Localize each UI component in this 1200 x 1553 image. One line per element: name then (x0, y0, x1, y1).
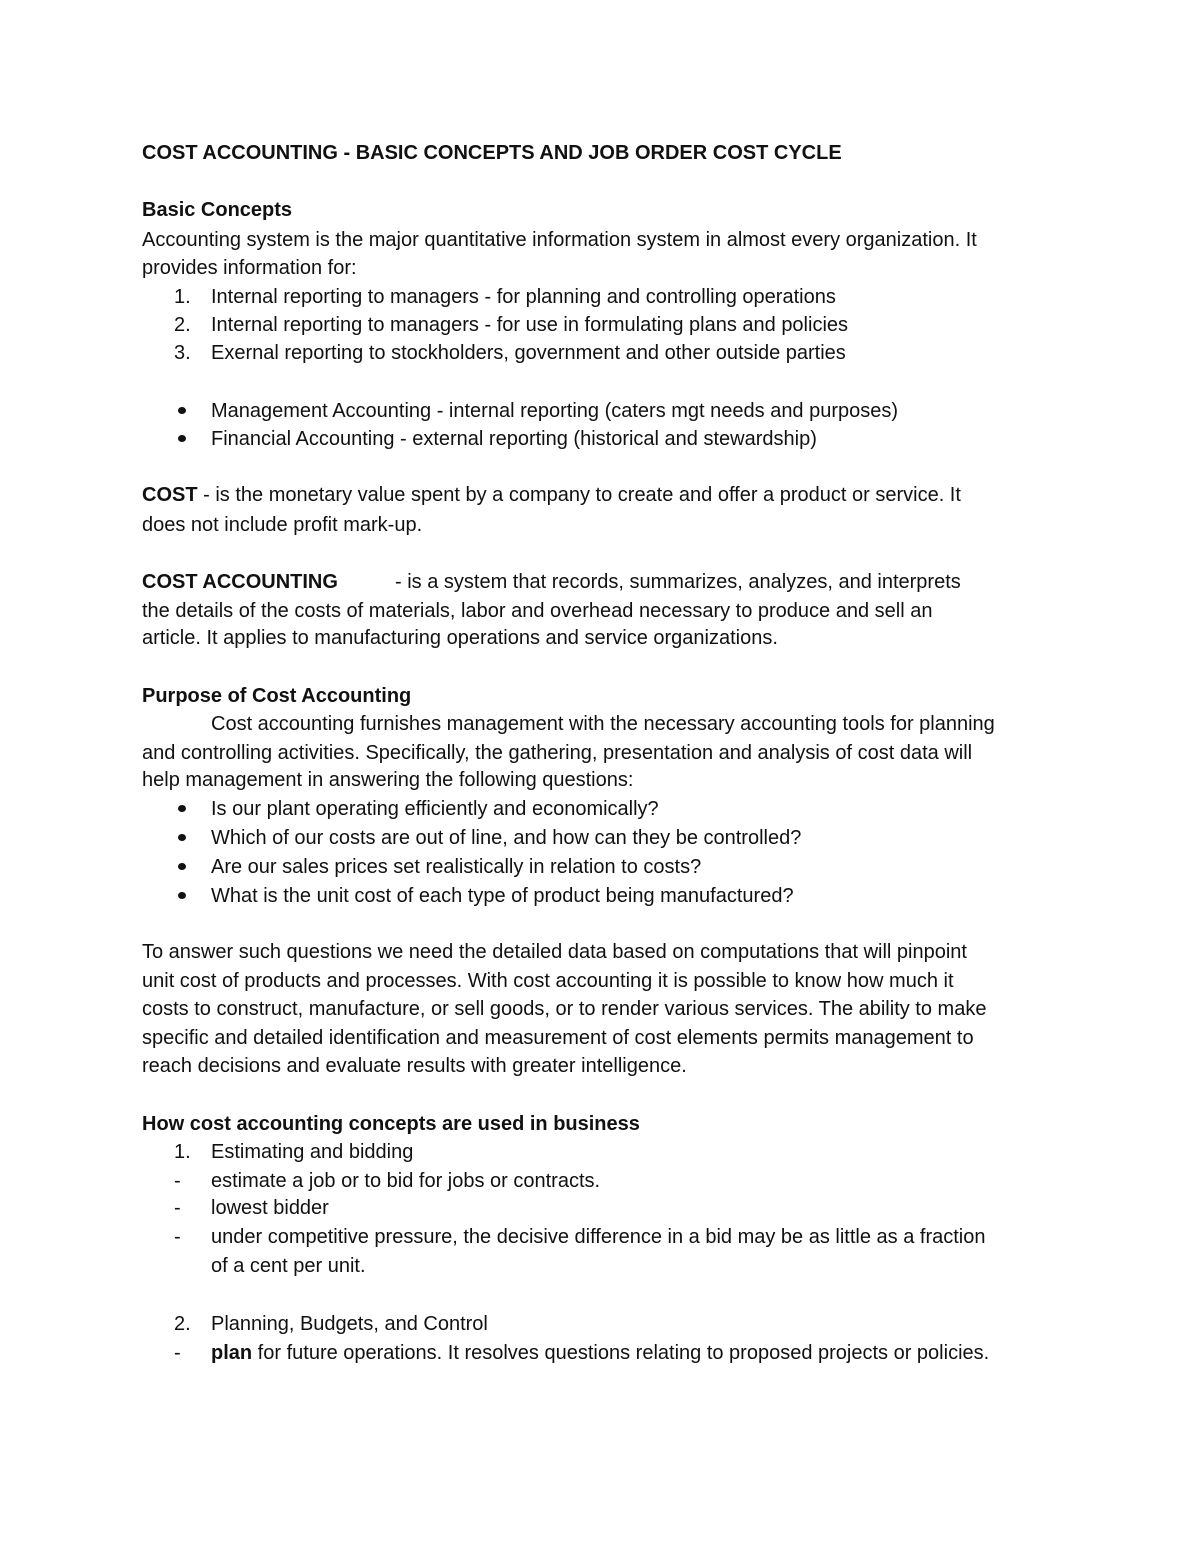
cost-accounting-definition-line-3: article. It applies to manufacturing operations and service organizations. (142, 627, 778, 649)
purpose-line-1: Cost accounting furnishes management with the necessary accounting tools for planning (211, 713, 995, 735)
usage-heading: How cost accounting concepts are used in business (142, 1113, 640, 1135)
answer-line-3: costs to construct, manufacture, or sell goods, or to render various services. The ability to make (142, 998, 987, 1020)
dash-marker: - (174, 1226, 181, 1248)
purpose-line-2: and controlling activities. Specifically, the gathering, presentation and analysis of cost data will (142, 742, 973, 764)
question-item: Are our sales prices set realistically in relation to costs? (211, 856, 702, 878)
answer-line-2: unit cost of products and processes. With cost accounting it is possible to know how much it (142, 970, 954, 992)
dash-item: lowest bidder (211, 1197, 329, 1219)
bullet-icon (178, 407, 186, 414)
answer-line-5: reach decisions and evaluate results with greater intelligence. (142, 1055, 687, 1077)
bullet-item: Financial Accounting - external reporting (historical and stewardship) (211, 428, 817, 450)
question-item: Which of our costs are out of line, and how can they be controlled? (211, 827, 802, 849)
intro-line-2: provides information for: (142, 257, 357, 279)
list-item: Internal reporting to managers - for planning and controlling operations (211, 286, 836, 308)
answer-line-1: To answer such questions we need the detailed data based on computations that will pinpoint (142, 941, 967, 963)
bullet-item: Management Accounting - internal reporting (caters mgt needs and purposes) (211, 400, 899, 422)
bullet-icon (178, 435, 186, 442)
list-marker: 1. (174, 1141, 191, 1163)
dash-item: under competitive pressure, the decisive difference in a bid may be as little as a fraction (211, 1226, 986, 1248)
list-marker: 3. (174, 342, 191, 364)
list-item: Exernal reporting to stockholders, government and other outside parties (211, 342, 846, 364)
dash-item-continuation: of a cent per unit. (211, 1255, 366, 1277)
usage-item-estimating: Estimating and bidding (211, 1141, 414, 1163)
plan-text: for future operations. It resolves questions relating to proposed projects or policies. (252, 1342, 990, 1364)
bullet-icon (178, 805, 186, 812)
question-item: Is our plant operating efficiently and economically? (211, 798, 659, 820)
list-item: Internal reporting to managers - for use in formulating plans and policies (211, 314, 849, 336)
question-item: What is the unit cost of each type of product being manufactured? (211, 885, 794, 907)
basic-concepts-heading: Basic Concepts (142, 199, 293, 221)
usage-item-planning: Planning, Budgets, and Control (211, 1313, 488, 1335)
bullet-icon (178, 834, 186, 841)
cost-accounting-term: COST ACCOUNTING (142, 571, 338, 593)
cost-definition-text: - is the monetary value spent by a company to create and offer a product or service. It (197, 484, 961, 506)
bullet-icon (178, 892, 186, 899)
dash-marker: - (174, 1170, 181, 1192)
purpose-line-3: help management in answering the following questions: (142, 769, 634, 791)
dash-marker: - (174, 1197, 181, 1219)
cost-term: COST (142, 484, 198, 506)
dash-item (211, 1340, 989, 1366)
bullet-icon (178, 863, 186, 870)
list-marker: 2. (174, 314, 191, 336)
cost-definition-line-1 (142, 482, 961, 508)
cost-definition-line-2: does not include profit mark-up. (142, 514, 423, 536)
answer-line-4: specific and detailed identification and measurement of cost elements permits management to (142, 1027, 974, 1049)
dash-item: estimate a job or to bid for jobs or contracts. (211, 1170, 601, 1192)
cost-accounting-definition-line-2: the details of the costs of materials, labor and overhead necessary to produce and sell an (142, 600, 933, 622)
plan-term: plan (211, 1342, 253, 1364)
list-marker: 2. (174, 1313, 191, 1335)
cost-accounting-definition-line-1: - is a system that records, summarizes, analyzes, and interprets (395, 571, 961, 593)
intro-line-1: Accounting system is the major quantitative information system in almost every organization. It (142, 229, 977, 251)
document-title: COST ACCOUNTING - BASIC CONCEPTS AND JOB ORDER COST CYCLE (142, 142, 842, 164)
purpose-heading: Purpose of Cost Accounting (142, 685, 412, 707)
dash-marker: - (174, 1342, 181, 1364)
list-marker: 1. (174, 286, 191, 308)
